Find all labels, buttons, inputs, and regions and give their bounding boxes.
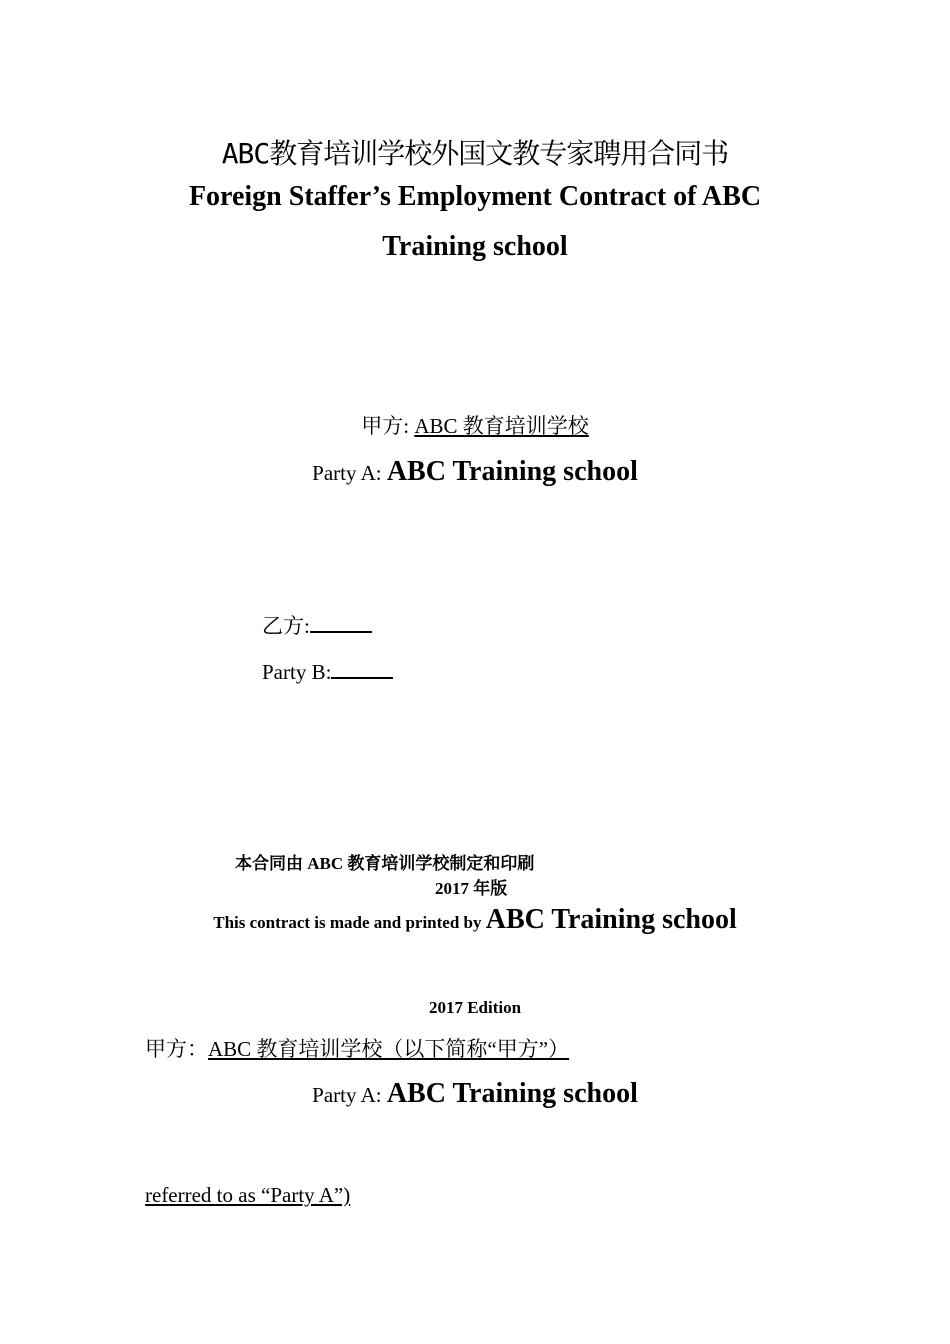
party-b-en-blank: [331, 676, 393, 679]
cover-party-a-en-value: ABC Training school: [386, 456, 638, 487]
body-party-a-en: [0, 1078, 950, 1110]
body-party-a-cn-value: ABC 教育培训学校（以下简称“甲方”）: [208, 1037, 570, 1061]
body-party-a-en-label: Party A:: [312, 1083, 387, 1107]
cover-party-b-en: [262, 660, 393, 685]
cover-party-a-en-label: Party A:: [312, 461, 387, 485]
cover-party-a-cn-value: ABC 教育培训学校: [414, 414, 589, 438]
cover-party-a-cn-label: 甲方:: [361, 414, 415, 438]
imprint-cn-line: 本合同由 ABC 教育培训学校制定和印刷: [235, 854, 535, 873]
imprint-en-school: ABC Training school: [485, 904, 737, 935]
cover-party-b-en-label: Party B:: [262, 660, 332, 684]
body-party-a-en-value: ABC Training school: [386, 1078, 638, 1109]
title-chinese: ABC教育培训学校外国文教专家聘用合同书: [221, 137, 729, 170]
cover-party-a-cn: [0, 410, 950, 440]
cover-party-b-cn: [262, 610, 372, 640]
body-party-a-cn: [145, 1033, 569, 1063]
cover-party-a-en: [0, 456, 950, 488]
imprint-en-edition: 2017 Edition: [428, 998, 522, 1017]
body-party-a-referred: referred to as “Party A”): [145, 1183, 351, 1207]
body-party-a-cn-label: 甲方：: [145, 1037, 208, 1061]
cover-party-b-cn-label: 乙方:: [262, 614, 310, 638]
title-english-line-1: Foreign Staffer’s Employment Contract of ABC: [188, 181, 762, 212]
imprint-en-prefix: This contract is made and printed by: [213, 913, 486, 932]
title-english-line-2: Training school: [382, 231, 568, 262]
imprint-en-line: [0, 904, 950, 936]
imprint-cn-edition: 2017 年版: [435, 879, 508, 898]
party-b-cn-blank: [310, 630, 372, 633]
